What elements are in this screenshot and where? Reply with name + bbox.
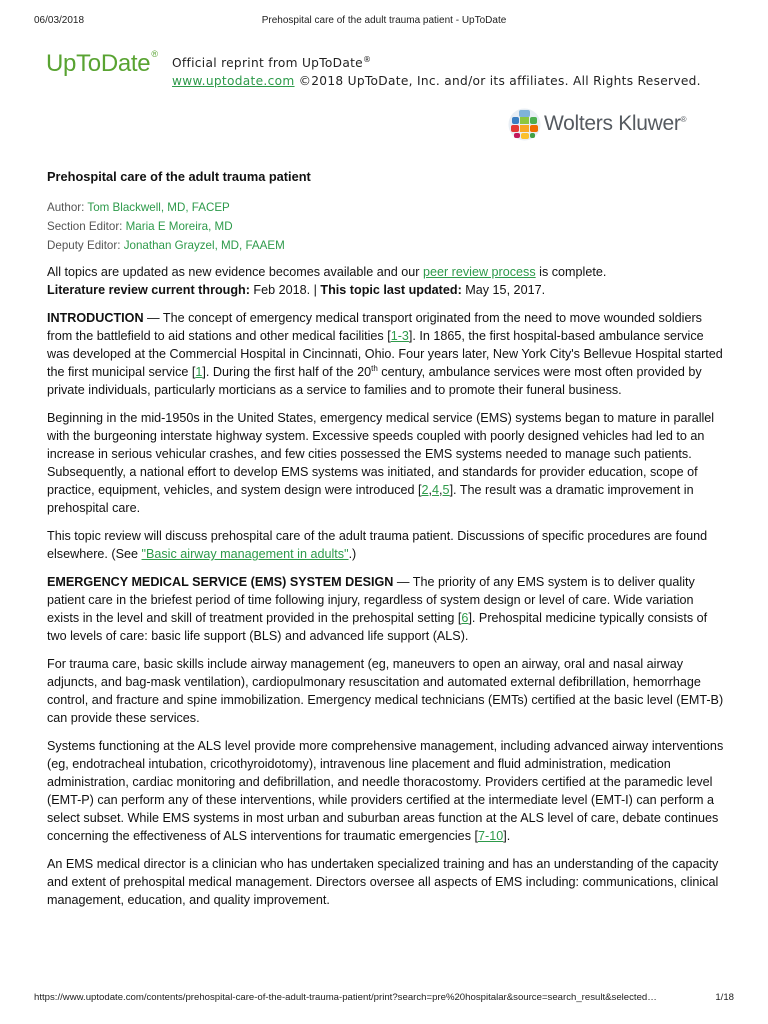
wolters-kluwer-logo	[508, 106, 708, 140]
reprint-line: Official reprint from UpToDate	[172, 56, 363, 71]
ems-history-paragraph: Beginning in the mid-1950s in the United States, emergency medical service (EMS) systems began to mature in parallel with the burgeoning interstate highway system. Excessive speeds coupled with poorly designed vehicles had led to an increase in serious vehicular crashes, and few cities possessed the EMS systems needed to manage such patients. Subsequently, a national effort to develop EMS systems was initiated, and standards for provider education, scope of practice, equipment, vehicles, and system design were introduced [2,4,5]. The result was a dramatic improvement in prehospital care.	[47, 411, 715, 515]
basic-skills-paragraph: For trauma care, basic skills include airway management (eg, maneuvers to open an airway, oral and nasal airway adjuncts, and bag-mask ventilation), cardiopulmonary resuscitation and automated external defibrillation, hemorrhage control, and fracture and spine immobilization. Emergency medical technicians (EMTs) certified at the basic level (EMT-B) can provide these services.	[47, 657, 724, 725]
author-name[interactable]: Tom Blackwell, MD, FACEP	[87, 201, 230, 214]
last-updated-label: This topic last updated:	[320, 283, 462, 297]
peer-review-link[interactable]: peer review process	[422, 265, 536, 279]
reference-link[interactable]: 2	[421, 483, 429, 497]
reference-link[interactable]: 4	[432, 483, 440, 497]
deputy-editor-name[interactable]: Jonathan Grayzel, MD, FAAEM	[123, 239, 285, 252]
brand-row	[46, 49, 736, 89]
print-header	[34, 15, 734, 29]
section-editor-name[interactable]: Maria E Moreira, MD	[125, 220, 233, 233]
page-title: Prehospital care of the adult trauma patient	[47, 169, 311, 184]
wolters-kluwer-text: Wolters Kluwer®	[544, 112, 687, 135]
basic-airway-link[interactable]: "Basic airway management in adults"	[141, 547, 349, 561]
ems-design-heading: EMERGENCY MEDICAL SERVICE (EMS) SYSTEM DESIGN	[47, 575, 394, 589]
reference-link[interactable]: 1	[195, 365, 203, 379]
reference-link[interactable]: 1-3	[390, 329, 409, 343]
topic-meta	[47, 198, 727, 255]
print-date: 06/03/2018	[34, 15, 85, 26]
print-footer	[34, 992, 734, 1004]
update-info: All topics are updated as new evidence becomes available and our peer review process is complete. Literature review current through: Feb 2018. | This topic last updated: May 15, 2017.	[47, 265, 607, 297]
wolters-kluwer-globe-icon	[508, 108, 541, 141]
page-number: 1/18	[715, 992, 734, 1003]
uptodate-logo[interactable]: UpToDate®	[46, 49, 158, 77]
reference-link[interactable]: 5	[442, 483, 450, 497]
reference-link[interactable]: 6	[461, 611, 469, 625]
uptodate-url-link[interactable]: www.uptodate.com	[172, 74, 295, 89]
als-paragraph: Systems functioning at the ALS level provide more comprehensive management, including advanced airway interventions (eg, endotracheal intubation, cricothyroidotomy), intravenous line placement and fluid administration, medication administration, cardiac monitoring and defibrillation, and needle thoracostomy. Providers certified at the paramedic level (EMT-P) can perform any of these interventions, while providers certified at the intermediate level (EMT-I) can perform a select subset. While EMS systems in most urban and suburban areas function at the ALS level of care, debate continues concerning the effectiveness of ALS interventions for traumatic emergencies [7-10].	[47, 739, 724, 843]
deputy-editor-row: Deputy Editor: Jonathan Grayzel, MD, FAAEM	[47, 239, 285, 252]
print-doc-title: Prehospital care of the adult trauma patient - UpToDate	[261, 15, 507, 26]
introduction-heading: INTRODUCTION	[47, 311, 144, 325]
reprint-notice: Official reprint from UpToDate® www.uptodate.com ©2018 UpToDate, Inc. and/or its affiliates. All Rights Reserved.	[172, 55, 701, 89]
copyright-text: ©2018 UpToDate, Inc. and/or its affiliates. All Rights Reserved.	[298, 74, 701, 89]
reference-link[interactable]: 7-10	[478, 829, 504, 843]
introduction-paragraph: INTRODUCTION — The concept of emergency medical transport originated from the need to move wounded soldiers from the battlefield to aid stations and other medical facilities [1-3]. In 1865, the first hospital-based ambulance service was developed at the Commercial Hospital in Cincinnati, Ohio. Four years later, New York City's Bellevue Hospital started the first municipal service [1]. During the first half of the 20th century, ambulance services were most often provided by private individuals, particularly morticians as a service to families and to promote their funeral business.	[47, 311, 723, 397]
literature-review-label: Literature review current through:	[47, 283, 250, 297]
ems-design-paragraph: EMERGENCY MEDICAL SERVICE (EMS) SYSTEM DESIGN — The priority of any EMS system is to deliver quality patient care in the briefest period of time following injury, regardless of system design or level of care. Wide variation exists in the level and skill of treatment provided in the prehospital setting [6]. Prehospital medicine typically consists of two levels of care: basic life support (BLS) and advanced life support (ALS).	[47, 575, 708, 643]
scope-paragraph: This topic review will discuss prehospital care of the adult trauma patient. Discussions of specific procedures are found elsewhere. (See "Basic airway management in adults".)	[47, 529, 708, 561]
section-editor-row: Section Editor: Maria E Moreira, MD	[47, 220, 233, 233]
print-url: https://www.uptodate.com/contents/prehospital-care-of-the-adult-trauma-patient/print?search=pre%20hospitalar&source=search_result&selected…	[34, 992, 657, 1003]
medical-director-paragraph: An EMS medical director is a clinician who has undertaken specialized training and has an understanding of the capacity and extent of prehospital medical management. Directors oversee all aspects of EMS including: communications, clinical management, education, and quality improvement.	[47, 857, 719, 907]
author-row: Author: Tom Blackwell, MD, FACEP	[47, 201, 230, 214]
article-content	[47, 166, 727, 909]
